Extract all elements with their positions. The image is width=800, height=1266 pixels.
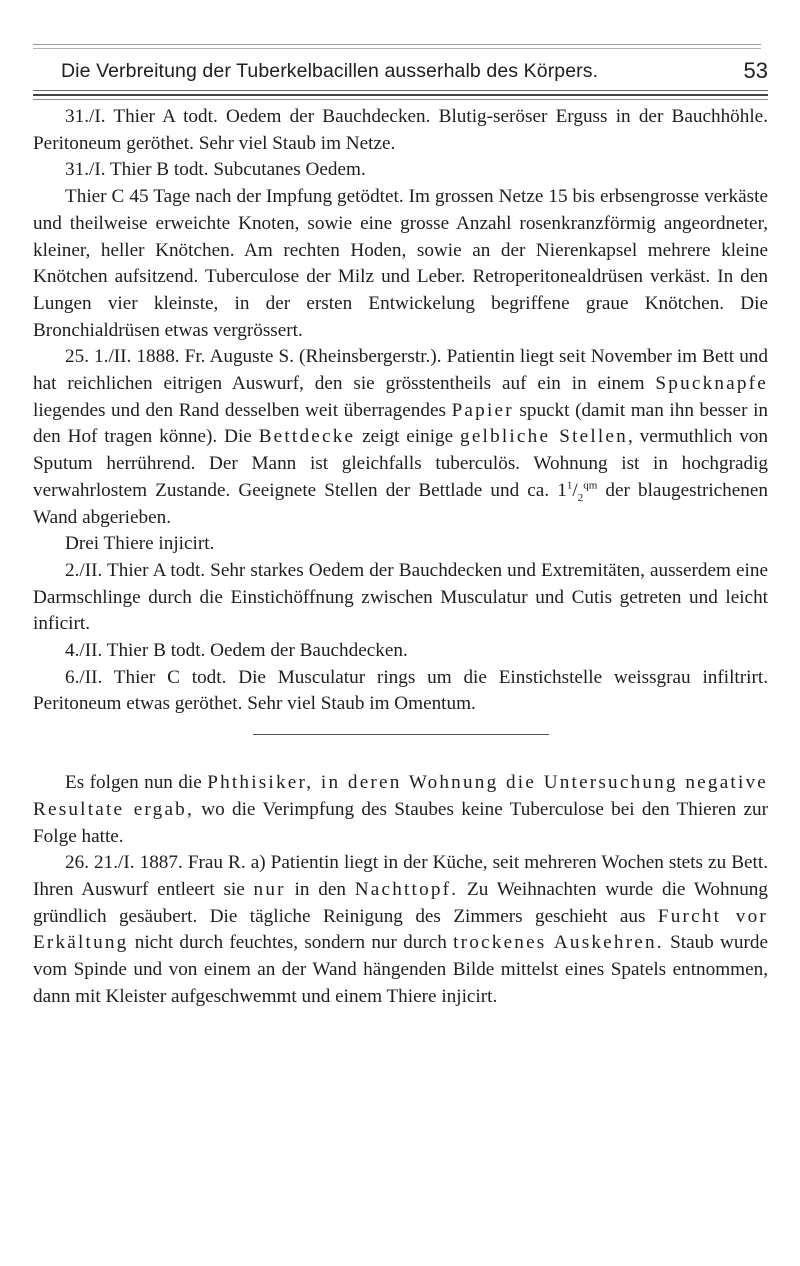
case-26-text-4: nicht durch feuchtes, sondern nur durch <box>128 932 454 954</box>
top-rule-secondary <box>33 48 761 49</box>
case-26-text-2: in den <box>285 878 355 900</box>
case-25-emph-spucknapfe: Spucknapfe <box>655 373 768 395</box>
top-rule <box>33 44 761 45</box>
header-rule-thick <box>33 94 768 96</box>
section-separator-block <box>33 718 768 744</box>
case-25-text-5: , vermuthlich von Sputum herrührend. Der Mann ist gleichfalls tuberculös. Wohnung ist in hochgradig verwahrlostem Zustande. Geeignete Stellen der Bettlade und ca. 1 <box>33 426 768 501</box>
case-26-text-1: 26. 21./I. 1887. Frau R. a) Patientin liegt in der Küche, seit mehreren Wochen stets zu Bett. Ihren Auswurf entleert sie <box>33 852 768 900</box>
book-page <box>33 0 768 1266</box>
fraction-numerator: 1 <box>566 479 573 492</box>
paragraph-case-25 <box>33 344 768 531</box>
paragraph-phthisiker <box>33 770 768 850</box>
case-25-text-2: liegendes und den Rand desselben weit überragendes <box>33 399 452 421</box>
body-text <box>33 104 768 1011</box>
running-header <box>33 58 768 88</box>
case-25-text-6: der blaugestrichenen Wand abgerieben. <box>33 479 768 528</box>
case-26-emph-nur: nur <box>253 878 286 900</box>
case-26-text-5: Staub wurde vom Spinde und von einem an der Wand hängenden Bilde mittelst eines Spatels entnommen, dann mit Kleister aufgeschwemmt und einem Thiere injicirt. <box>33 932 768 1007</box>
paragraph-drei-thiere: Drei Thiere injicirt. <box>65 533 215 555</box>
case-26-emph-auskehren: trockenes Auskehren. <box>453 932 664 954</box>
case-25-emph-bettdecke: Bettdecke <box>258 426 356 448</box>
paragraph-thier-a-2-2: 2./II. Thier A todt. Sehr starkes Oedem der Bauchdecken und Extremitäten, ausserdem eine Darmschlinge durch die Einstichöffnung zwischen Musculatur und Cutis getreten und leicht inficirt. <box>33 559 768 635</box>
case-26-text-3: Zu Weihnachten wurde die Wohnung gründlich gesäubert. Die tägliche Reinigung des Zimmers geschieht aus <box>33 878 768 927</box>
section-gap <box>33 744 768 770</box>
phthisiker-text-1: Es folgen nun die <box>65 772 208 794</box>
unit-qm: qm <box>583 479 598 492</box>
header-rule-bottom <box>33 99 768 100</box>
paragraph-thier-c: Thier C 45 Tage nach der Impfung getödtet. Im grossen Netze 15 bis erbsengrosse verkäste und theilweise erweichte Knoten, sowie eine grosse Anzahl rosenkranzförmig angeordneter, kleiner, heller Knötchen. Am rechten Hoden, sowie an der Nierenkapsel mehrere kleine Knötchen aufsitzend. Tuberculose der Milz und Leber. Retroperitonealdrüsen verkäst. In den Lungen vier kleinste, in der ersten Entwickelung begriffene graue Knötchen. Die Bronchialdrüsen etwas vergrössert. <box>33 186 768 341</box>
header-rule-thin <box>33 90 768 91</box>
paragraph-thier-b-31-1: 31./I. Thier B todt. Subcutanes Oedem. <box>65 159 366 181</box>
paragraph-thier-c-6-2: 6./II. Thier C todt. Die Musculatur rings um die Einstichstelle weissgrau infiltrirt. Peritoneum etwas geröthet. Sehr viel Staub im Omentum. <box>33 666 768 715</box>
case-25-text-4: zeigt einige <box>355 426 461 448</box>
fraction-slash: / <box>572 479 578 501</box>
case-25-text-3: spuckt (damit man ihn besser in den Hof tragen könne). Die <box>33 399 768 448</box>
page-number: 53 <box>743 58 768 83</box>
phthisiker-emph: Phthisiker, in deren Wohnung die Untersuchung negative Resultate ergab, <box>33 772 768 820</box>
case-26-emph-furcht: Furcht vor Erkältung <box>33 905 768 954</box>
section-separator-rule <box>253 734 549 735</box>
running-header-title: Die Verbreitung der Tuberkelbacillen ausserhalb des Körpers. <box>61 60 599 82</box>
paragraph-thier-a-31-1: 31./I. Thier A todt. Oedem der Bauchdecken. Blutig-seröser Erguss in der Bauchhöhle. Peritoneum geröthet. Sehr viel Staub im Netze. <box>33 106 768 154</box>
case-25-emph-papier: Papier <box>451 399 514 421</box>
case-25-emph-gelbliche-stellen: gelbliche Stellen <box>460 426 628 448</box>
case-25-text-1: 25. 1./II. 1888. Fr. Auguste S. (Rheinsbergerstr.). Patientin liegt seit November im Bett und hat reichlichen eitrigen Auswurf, den sie grösstentheils auf ein in einem <box>33 346 768 395</box>
fraction-denominator: 2 <box>577 491 584 504</box>
paragraph-thier-b-4-2: 4./II. Thier B todt. Oedem der Bauchdecken. <box>65 640 408 662</box>
paragraph-case-26 <box>33 850 768 1010</box>
case-26-emph-nachttopf: Nachttopf. <box>354 878 459 900</box>
phthisiker-text-2: wo die Verimpfung des Staubes keine Tuberculose bei den Thieren zur Folge hatte. <box>33 798 768 847</box>
